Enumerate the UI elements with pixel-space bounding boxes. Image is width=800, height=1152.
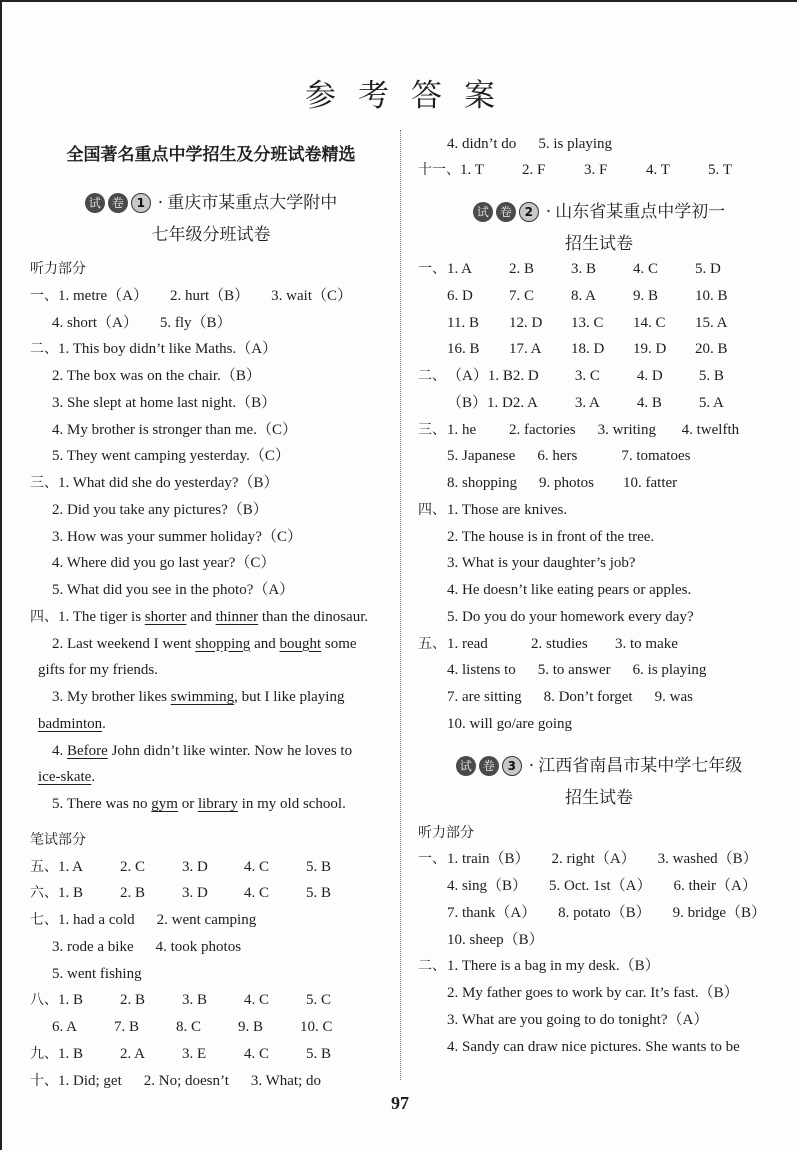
answer-item: 6. A <box>52 1019 78 1035</box>
answer-item: 3. B <box>571 261 597 278</box>
answer-item: 9. bridge（B） <box>672 904 766 921</box>
answer-line <box>418 953 780 980</box>
answer-line <box>30 524 392 551</box>
answer-item: （B）1. D <box>447 394 513 411</box>
answer-line <box>418 310 780 337</box>
answer-item: 8. Don’t forget <box>543 689 633 706</box>
answer-item: 4. short（A） <box>52 314 138 331</box>
answer-item: 1. Those are knives. <box>447 501 568 518</box>
answer-item: 15. A <box>695 314 728 331</box>
part-label: 听力部分 <box>418 824 474 841</box>
answer-item: 1. B <box>58 1045 84 1062</box>
answer-item: 4. Where did you go last year?（C） <box>52 555 276 572</box>
answer-item: 4. C <box>244 992 270 1009</box>
section-number: 八、 <box>30 992 58 1009</box>
answer-line <box>418 711 780 738</box>
answer-item: 1. A <box>447 261 473 278</box>
answer-item: 3. wait（C） <box>271 287 352 304</box>
section-title: 全国著名重点中学招生及分班试卷精选 <box>66 145 356 165</box>
section-number: 四、 <box>418 501 446 518</box>
answer-item: 6. their（A） <box>673 878 757 895</box>
underlined-answer: bought <box>279 635 322 652</box>
text-segment: and <box>250 635 280 652</box>
answer-item: 4. twelfth <box>681 421 740 438</box>
answer-item: 3. to make <box>615 635 678 652</box>
section-number: 二、 <box>418 368 446 385</box>
answer-item: 9. photos <box>539 475 595 492</box>
answer-line <box>30 880 392 907</box>
answer-item: 8. C <box>176 1019 202 1035</box>
section-number: 四、 <box>30 608 58 625</box>
answer-line <box>418 550 780 577</box>
answer-item: 7. C <box>509 287 535 304</box>
page-title: 参考答案 <box>305 78 517 114</box>
underlined-answer: badminton <box>38 715 103 732</box>
answer-item: 7. tomatoes <box>621 448 691 465</box>
answer-item: 2. went camping <box>156 912 257 928</box>
answer-item: 2. No; doesn’t <box>143 1072 229 1089</box>
answer-line <box>418 470 780 497</box>
answer-line <box>418 390 780 417</box>
answer-item: 5. They went camping yesterday.（C） <box>52 448 290 465</box>
answer-line <box>418 363 780 390</box>
answer-line <box>30 1068 392 1095</box>
answer-line <box>30 390 392 417</box>
answer-item: 2. My father goes to work by car. It’s fast.（B） <box>447 985 739 1002</box>
section-number: 五、 <box>30 858 58 875</box>
answer-sentence <box>52 689 344 705</box>
answer-item: 2. A <box>512 394 538 411</box>
section-number: 五、 <box>418 635 446 652</box>
answer-line <box>418 900 780 927</box>
answer-item: 3. F <box>584 162 608 179</box>
section-number: 十一、 <box>418 162 460 179</box>
column-divider <box>400 130 401 1080</box>
answer-line <box>30 1014 392 1041</box>
text-segment: than the dinosaur. <box>258 608 369 625</box>
text-segment: . <box>91 769 96 786</box>
answer-item: 4. C <box>244 1045 270 1062</box>
bullet-dot: · <box>528 755 535 776</box>
answer-item: 6. hers <box>537 448 578 465</box>
answer-item: 2. C <box>120 858 146 875</box>
page-number: 97 <box>391 1093 409 1113</box>
answer-item: 20. B <box>695 341 728 358</box>
answer-sentence <box>52 636 357 652</box>
underlined-answer: library <box>197 796 238 812</box>
answer-line <box>30 604 392 631</box>
test-paper-subtitle: 招生试卷 <box>565 234 633 255</box>
test-paper-name: 重庆市某重点大学附中 <box>167 193 338 213</box>
answer-line <box>418 846 780 873</box>
answer-item: 1. had a cold <box>58 912 135 928</box>
bullet-dot: · <box>157 193 164 213</box>
answer-item: 5. to answer <box>537 662 611 679</box>
answer-item: 2. right（A） <box>551 851 636 868</box>
answer-item: 4. B <box>636 394 662 411</box>
section-number: 三、 <box>30 475 58 491</box>
answer-sentence <box>58 609 368 625</box>
answer-item: 9. was <box>654 689 693 706</box>
answer-item: 10. sheep（B） <box>447 931 544 948</box>
answer-item: 5. B <box>698 368 724 385</box>
answer-line <box>418 927 780 954</box>
answer-item: 3. rode a bike <box>52 938 134 955</box>
answer-line <box>418 443 780 470</box>
answer-item: 1. B <box>58 885 84 902</box>
answer-line <box>418 684 780 711</box>
answer-item: 5. B <box>306 1045 332 1062</box>
test-badge-icon: 3 <box>502 756 522 776</box>
answer-line <box>30 764 392 791</box>
answer-item: 1. There is a bag in my desk.（B） <box>447 958 660 975</box>
answer-line <box>418 283 780 310</box>
text-segment: some <box>321 635 357 652</box>
answer-line <box>418 604 780 631</box>
answer-item: 1. Did; get <box>58 1072 122 1089</box>
test-badge-icon: 卷 <box>496 202 516 222</box>
answer-item: 5. Oct. 1st（A） <box>549 878 652 895</box>
answer-item: 1. read <box>447 635 488 652</box>
underlined-answer: swimming <box>170 689 235 705</box>
part-label: 笔试部分 <box>30 831 86 848</box>
text-segment: John didn’t like winter. Now he loves to <box>107 742 353 759</box>
answer-line <box>418 336 780 363</box>
answer-item: 2. D <box>512 368 539 385</box>
test-badge-icon: 试 <box>456 756 476 776</box>
answer-sentence <box>38 769 95 785</box>
test-badge-icon: 试 <box>473 202 493 222</box>
answer-item: 5. A <box>698 394 724 411</box>
answer-item: 2. The box was on the chair.（B） <box>52 368 261 384</box>
answer-item: 4. C <box>244 885 270 902</box>
underlined-answer: shopping <box>195 635 251 652</box>
answer-line <box>30 934 392 961</box>
answer-line <box>30 470 392 497</box>
answer-item: 5. What did you see in the photo?（A） <box>52 582 295 598</box>
section-number: 一、 <box>418 851 446 868</box>
test-paper-subtitle: 招生试卷 <box>565 787 633 808</box>
answer-item: 1. train（B） <box>447 851 530 868</box>
answer-line <box>30 1041 392 1068</box>
answer-item: 5. Do you do your homework every day? <box>447 608 694 625</box>
answer-item: 3. What is your daughter’s job? <box>447 555 636 572</box>
answer-sentence <box>38 716 106 732</box>
answer-line <box>30 711 392 738</box>
answer-item: 1. A <box>58 858 84 875</box>
answer-line <box>418 1034 780 1061</box>
answer-item: 5. B <box>306 858 332 875</box>
answer-sentence <box>52 743 352 759</box>
answer-item: 3. What are you going to do tonight?（A） <box>447 1011 709 1028</box>
answer-item: 5. is playing <box>538 135 613 152</box>
answer-item: 3. writing <box>597 421 656 438</box>
answer-item: 13. C <box>571 314 604 331</box>
answer-item: 2. F <box>522 162 546 179</box>
text-segment: 3. My brother likes <box>52 689 171 705</box>
underlined-answer: ice-skate <box>38 769 92 786</box>
answer-line <box>30 791 392 818</box>
answer-line <box>418 256 780 283</box>
answer-item: 7. thank（A） <box>447 904 537 921</box>
answer-item: 3. washed（B） <box>657 851 758 868</box>
answer-item: 2. factories <box>509 421 576 438</box>
answer-line <box>30 684 392 711</box>
answer-line <box>418 497 780 524</box>
text-segment: in my old school. <box>237 796 346 812</box>
test-badge-icon: 试 <box>85 193 105 213</box>
answer-item: 8. shopping <box>447 475 518 492</box>
answer-item: 2. hurt（B） <box>169 287 250 304</box>
answer-line <box>30 497 392 524</box>
section-number: 一、 <box>418 261 446 278</box>
test-badge-icon: 1 <box>131 193 151 213</box>
test-badge-icon: 2 <box>519 202 539 222</box>
answer-item: 9. B <box>633 287 659 304</box>
answer-item: 18. D <box>571 341 605 358</box>
answer-item: gifts for my friends. <box>38 662 158 679</box>
text-segment: . <box>102 715 106 732</box>
answer-line <box>418 131 780 158</box>
answer-line <box>418 157 780 184</box>
answer-item: 11. B <box>447 314 479 331</box>
answer-item: 5. went fishing <box>52 965 142 982</box>
answer-item: 10. will go/are going <box>447 715 572 732</box>
answer-item: 4. sing（B） <box>447 878 528 895</box>
answer-item: 4. C <box>633 261 659 278</box>
test-paper-header <box>418 192 780 232</box>
answer-line <box>30 283 392 310</box>
answer-item: 3. B <box>182 992 208 1009</box>
answer-item: 17. A <box>509 341 542 358</box>
answer-item: 19. D <box>633 341 667 358</box>
answer-line <box>418 417 780 444</box>
answer-item: 4. My brother is stronger than me.（C） <box>52 421 297 438</box>
underlined-answer: thinner <box>215 608 259 625</box>
text-segment: 2. Last weekend I went <box>52 635 196 652</box>
answer-item: 3. A <box>574 394 600 411</box>
answer-line <box>30 363 392 390</box>
answer-line <box>30 657 392 684</box>
answer-item: 6. D <box>447 287 473 304</box>
test-paper-header <box>418 746 780 786</box>
answer-item: 7. B <box>114 1019 140 1035</box>
section-number: 九、 <box>30 1045 58 1062</box>
answer-item: 2. B <box>509 261 535 278</box>
answer-item: 12. D <box>509 314 543 331</box>
answer-item: 3. How was your summer holiday?（C） <box>52 528 302 545</box>
answer-item: 2. studies <box>531 635 588 652</box>
answer-line <box>418 631 780 658</box>
answer-item: 4. C <box>244 858 270 875</box>
answer-line <box>30 443 392 470</box>
answer-line <box>418 657 780 684</box>
answer-line <box>30 417 392 444</box>
answer-item: 4. D <box>636 368 663 385</box>
answer-line <box>418 577 780 604</box>
bullet-dot: · <box>545 202 552 223</box>
underlined-answer: gym <box>151 796 178 812</box>
answer-item: 5. B <box>306 885 332 902</box>
section-number: 十、 <box>30 1072 58 1089</box>
answer-item: 1. metre（A） <box>58 287 148 304</box>
answer-item: 3. She slept at home last night.（B） <box>52 394 277 411</box>
answer-line <box>30 336 392 363</box>
answer-item: 3. D <box>182 858 208 875</box>
answer-item: 4. T <box>646 162 670 179</box>
section-number: 三、 <box>418 421 446 438</box>
answer-item: 8. A <box>571 287 597 304</box>
answer-line <box>30 631 392 658</box>
test-paper-subtitle: 七年级分班试卷 <box>151 225 271 245</box>
text-segment: 5. There was no <box>52 796 152 812</box>
answer-item: 10. fatter <box>623 475 678 492</box>
answer-item: 4. didn’t do <box>447 135 517 152</box>
answer-item: 5. T <box>708 162 732 179</box>
section-number: 二、 <box>30 341 58 358</box>
answer-item: 5. C <box>306 992 332 1009</box>
answer-item: 1. T <box>460 162 484 179</box>
part-label: 听力部分 <box>30 261 86 277</box>
answer-item: 4. Sandy can draw nice pictures. She wants to be <box>447 1038 740 1055</box>
answer-item: 16. B <box>447 341 480 358</box>
answer-item: 5. D <box>695 261 721 278</box>
test-badge-icon: 卷 <box>479 756 499 776</box>
answer-line <box>418 873 780 900</box>
answer-item: 3. C <box>574 368 600 385</box>
answer-item: 10. B <box>695 287 728 304</box>
answer-item: 1. This boy didn’t like Maths.（A） <box>58 341 278 358</box>
answer-item: 1. B <box>58 992 84 1009</box>
answer-item: 2. B <box>120 992 146 1009</box>
answer-line <box>30 738 392 765</box>
answer-item: 3. E <box>182 1045 207 1062</box>
test-badge-icon: 卷 <box>108 193 128 213</box>
answer-item: 2. Did you take any pictures?（B） <box>52 501 268 518</box>
answer-item: 10. C <box>300 1019 333 1035</box>
answer-item: 5. Japanese <box>447 448 516 465</box>
answer-line <box>418 524 780 551</box>
right-column <box>418 131 780 1061</box>
answer-line <box>30 961 392 988</box>
test-paper-name: 山东省某重点中学初一 <box>555 202 726 223</box>
left-column <box>30 140 392 1094</box>
answer-line <box>30 907 392 934</box>
answer-item: 1. he <box>447 421 477 438</box>
answer-item: 6. is playing <box>632 662 707 679</box>
answer-line <box>30 987 392 1014</box>
answer-item: 2. The house is in front of the tree. <box>447 528 655 545</box>
answer-item: 14. C <box>633 314 666 331</box>
answer-line <box>30 310 392 337</box>
underlined-answer: Before <box>67 742 108 759</box>
text-segment: 1. The tiger is <box>58 608 145 625</box>
test-paper-name: 江西省南昌市某中学七年级 <box>538 755 743 776</box>
answer-item: 5. fly（B） <box>159 314 232 331</box>
answer-item: 4. listens to <box>447 662 516 679</box>
answer-line <box>30 577 392 604</box>
answer-item: 7. are sitting <box>447 689 522 706</box>
answer-item: 2. B <box>120 885 146 902</box>
section-number: 六、 <box>30 885 58 902</box>
answer-item: 3. What; do <box>250 1072 322 1089</box>
section-number: 一、 <box>30 287 58 304</box>
answer-item: 2. A <box>120 1045 146 1062</box>
text-segment: 4. <box>52 742 67 759</box>
section-number: 七、 <box>30 912 58 928</box>
answer-sentence <box>52 796 346 812</box>
text-segment: , but I like playing <box>234 689 345 705</box>
answer-item: 4. He doesn’t like eating pears or apples. <box>447 582 692 599</box>
answer-item: 3. D <box>182 885 208 902</box>
test-paper-header <box>30 183 392 223</box>
answer-line <box>418 980 780 1007</box>
answer-line <box>418 1007 780 1034</box>
answer-item: 8. potato（B） <box>558 904 651 921</box>
text-segment: or <box>177 796 198 812</box>
answer-item: 1. What did she do yesterday?（B） <box>58 475 279 491</box>
answer-item: 9. B <box>238 1019 264 1035</box>
section-number: 二、 <box>418 958 446 975</box>
answer-item: 4. took photos <box>155 938 242 955</box>
answer-line <box>30 550 392 577</box>
answer-line <box>30 854 392 881</box>
text-segment: and <box>186 608 216 625</box>
answer-item: （A）1. B <box>447 368 513 385</box>
underlined-answer: shorter <box>144 608 187 625</box>
